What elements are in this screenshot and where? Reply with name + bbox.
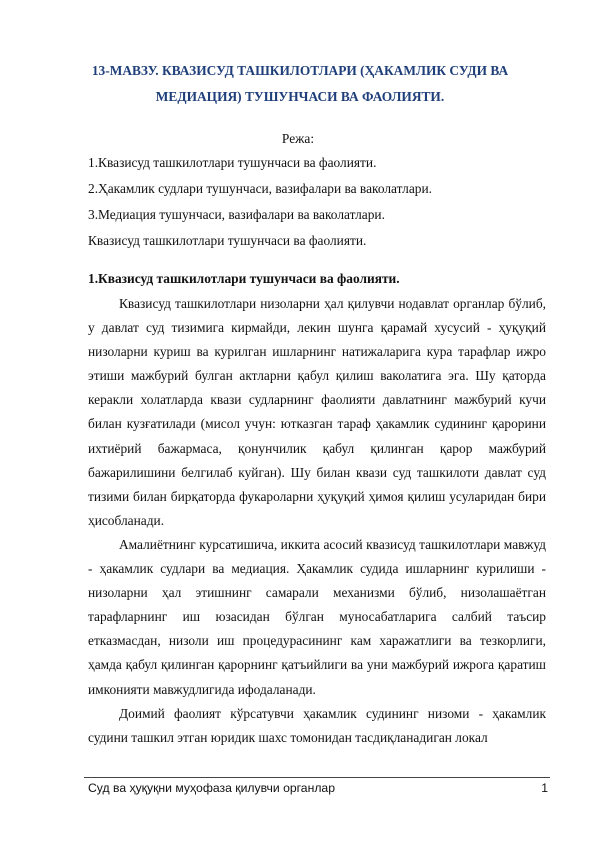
plan-item: Квазисуд ташкилотлари тушунчаси ва фаолияти. <box>88 233 367 248</box>
footer-text: Суд ва ҳуқуқни муҳофаза қилувчи органлар <box>88 781 335 795</box>
plan-heading: Режа: <box>281 131 315 146</box>
paragraph: Амалиётнинг курсатишича, иккита асосий квазисуд ташкилотлари мавжуд - ҳакамлик судлари ва медиация. Ҳакамлик судида ишларнинг курилиши - низоларни ҳал этишнинг самарали механизми бўлиб, низолашаётган тарафларнинг иш юзасидан бўлган муносабатларига салбий таъсир етказмасдан, низоли иш процедурасининг кам харажатлиги ва тезкорлиги, ҳамда қабул қилинган қарорнинг қатъийлиги ва уни мажбурий ижрога қаратиш имконияти мавжудлигида ифодаланади. <box>88 536 546 697</box>
footer-divider <box>84 777 550 778</box>
title-line-1: 13-МАВЗУ. КВАЗИСУД ТАШКИЛОТЛАРИ (ҲАКАМЛИК СУДИ ВА <box>91 63 509 78</box>
plan-list <box>88 150 548 254</box>
paragraph: Доимий фаолият кўрсатувчи ҳакамлик судининг низоми - ҳакамлик судини ташкил этган юридик шахс томонидан тасдиқланадиган локал <box>88 705 546 745</box>
plan-item: 3.Медиация тушунчаси, вазифалари ва ваколатлари. <box>88 207 385 222</box>
plan-item: 1.Квазисуд ташкилотлари тушунчаси ва фаолияти. <box>88 155 377 170</box>
page-number: 1 <box>541 781 548 795</box>
section-heading: 1.Квазисуд ташкилотлари тушунчаси ва фаолияти. <box>88 271 400 286</box>
title-line-2: МЕДИАЦИЯ) ТУШУНЧАСИ ВА ФАОЛИЯТИ. <box>155 89 445 104</box>
paragraph: Квазисуд ташкилотлари низоларни ҳал қилувчи нодавлат органлар бўлиб, у давлат суд тизимига кирмайди, лекин шунга қарамай хусусий - ҳуқуқий низоларни куриш ва курилган ишларнинг натижаларига кура тарафлар ижро этиши мажбурий булган актларни қабул қилиш ваколатига эга. Шу қаторда керакли холатларда квази судларнинг фаолияти давлатнинг мажбурий кучи билан кузғатилади (мисол учун: ютказган тараф ҳакамлик судининг қарорини ихтиёрий бажармаса, қонунчилик қабул қилинган қарор мажбурий бажарилишини белгилаб куйган). Шу билан квази суд ташкилоти давлат суд тизими билан бирқаторда фукароларни ҳуқуқий ҳимоя қилиш усуларидан бири ҳисобланади. <box>88 296 546 528</box>
document-title <box>80 58 520 110</box>
plan-item: 2.Ҳакамлик судлари тушунчаси, вазифалари ва ваколатлари. <box>88 181 432 196</box>
body-text <box>88 292 546 750</box>
